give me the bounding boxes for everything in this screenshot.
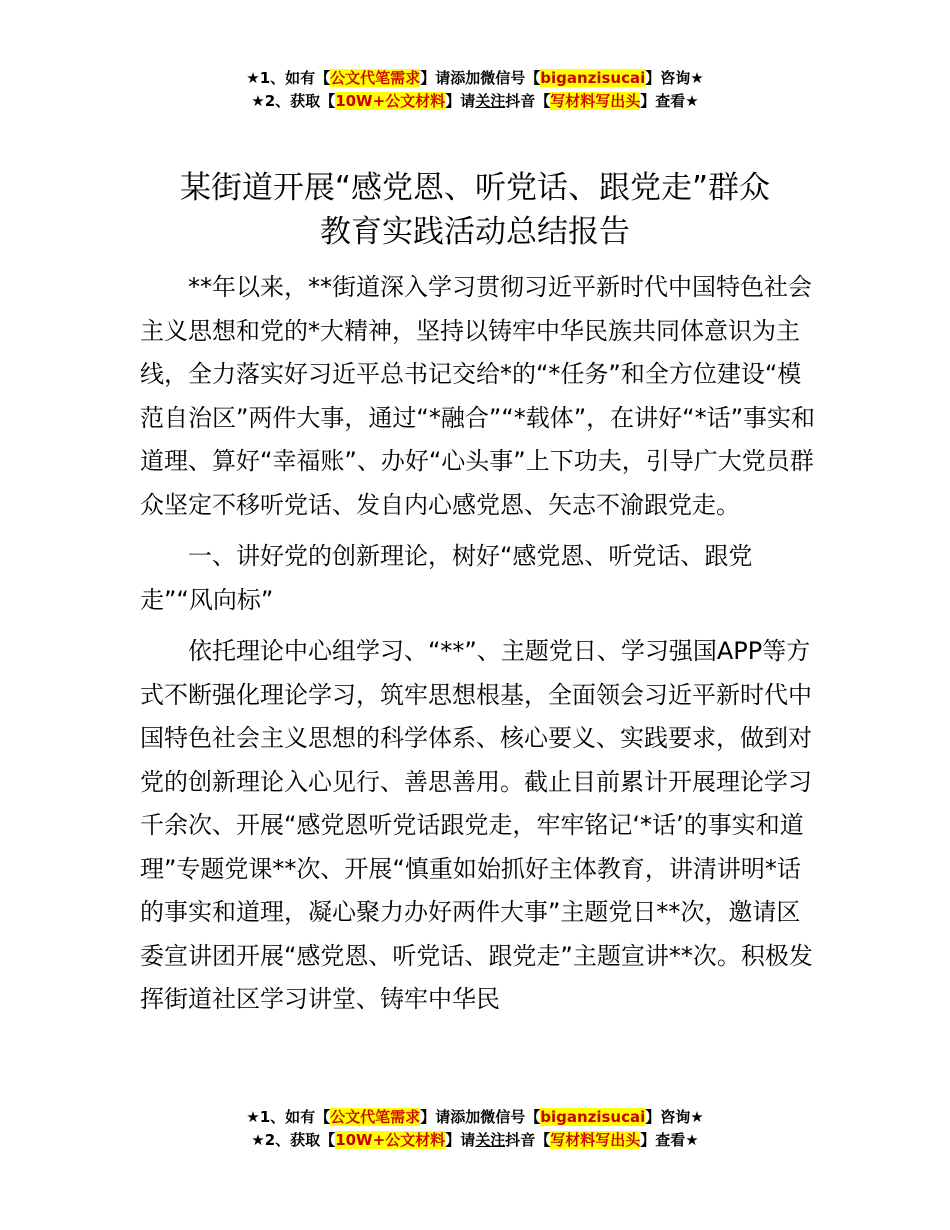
section-paragraph: 依托理论中心组学习、“**”、主题党日、学习强国APP等方式不断强化理论学习，筑牢思想根基，全面领会习近平新时代中国特色社会主义思想的科学体系、核心要义、实践要求，做到对党的创新理论入心见行、善思善用。截止目前累计开展理论学习千余次、开展“感党恩听党话跟党走，牢牢铭记‘*话’的事实和道理”专题党课**次、开展“慎重如始抓好主体教育，讲清讲明*话的事实和道理，凝心聚力办好两件大事”主题党日**次，邀请区委宣讲团开展“感党恩、听党话、跟党走”主题宣讲**次。积极发挥街道社区学习讲堂、铸牢中华民: [140, 637, 813, 1013]
banner-text: ★2、获取【: [251, 92, 336, 110]
banner-text: 】咨询★: [645, 69, 704, 87]
banner-text: 】请添加微信号【: [420, 69, 541, 87]
title-line-2: 教育实践活动总结报告: [320, 214, 630, 250]
banner-line-2: [0, 90, 950, 113]
banner-highlight: 写材料写出头: [550, 1131, 641, 1149]
banner-text: ★2、获取【: [251, 1131, 336, 1149]
document-title: [100, 166, 850, 254]
banner-highlight: 写材料写出头: [550, 92, 641, 110]
banner-text: ★1、如有【: [246, 69, 331, 87]
banner-text: ★1、如有【: [246, 1108, 331, 1126]
banner-text: 】请: [445, 92, 476, 110]
banner-line-1: [0, 67, 950, 90]
banner-highlight: 10W+公文材料: [335, 92, 446, 110]
banner-highlight: biganzisucai: [540, 1108, 646, 1126]
footer-banner: [0, 1106, 950, 1152]
banner-highlight: biganzisucai: [540, 69, 646, 87]
banner-text: 抖音【: [505, 1131, 551, 1149]
banner-text: 】查看★: [640, 1131, 699, 1149]
banner-text: 】请: [445, 1131, 476, 1149]
header-banner: [0, 67, 950, 113]
banner-underlined-text: 关注: [475, 92, 506, 110]
banner-line-2: [0, 1129, 950, 1152]
banner-highlight: 公文代笔需求: [330, 69, 421, 87]
banner-text: 】查看★: [640, 92, 699, 110]
banner-text: 】请添加微信号【: [420, 1108, 541, 1126]
document-body: [140, 266, 820, 1022]
title-line-1: 某街道开展“感党恩、听党话、跟党走”群众: [179, 170, 771, 206]
banner-line-1: [0, 1106, 950, 1129]
section-heading: 一、讲好党的创新理论，树好“感党恩、听党话、跟党走”“风向标”: [140, 542, 753, 614]
banner-text: 抖音【: [505, 92, 551, 110]
banner-highlight: 10W+公文材料: [335, 1131, 446, 1149]
intro-paragraph: **年以来，**街道深入学习贯彻习近平新时代中国特色社会主义思想和党的*大精神，坚持以铸牢中华民族共同体意识为主线，全力落实好习近平总书记交给*的“*任务”和全方位建设“模范自治区”两件大事，通过“*融合”“*载体”，在讲好“*话”事实和道理、算好“幸福账”、办好“心头事”上下功夫，引导广大党员群众坚定不移听党话、发自内心感党恩、矢志不渝跟党走。: [140, 273, 816, 519]
banner-highlight: 公文代笔需求: [330, 1108, 421, 1126]
banner-underlined-text: 关注: [475, 1131, 506, 1149]
banner-text: 】咨询★: [645, 1108, 704, 1126]
